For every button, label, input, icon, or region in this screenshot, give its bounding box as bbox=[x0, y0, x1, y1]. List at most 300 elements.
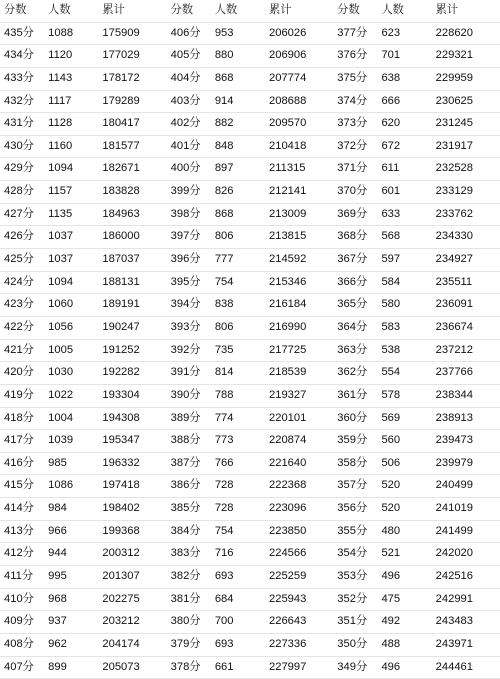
cell-count: 814 bbox=[214, 366, 234, 379]
cell-cumulative: 207774 bbox=[269, 71, 307, 84]
cell-cumulative: 243971 bbox=[435, 637, 473, 650]
cell-cumulative: 210418 bbox=[269, 139, 307, 152]
cell-count: 611 bbox=[381, 162, 400, 175]
cell-cumulative: 231245 bbox=[435, 117, 473, 130]
table-row bbox=[0, 203, 500, 226]
cell-cumulative: 242020 bbox=[435, 547, 473, 560]
cell-score: 367分 bbox=[337, 253, 368, 266]
cell-cumulative: 201307 bbox=[102, 570, 140, 583]
cell-cumulative: 188131 bbox=[102, 275, 140, 288]
cell-count: 1060 bbox=[48, 298, 74, 311]
header-cell-count: 人数 bbox=[381, 4, 404, 16]
cell-cumulative: 220101 bbox=[269, 411, 307, 424]
table-row bbox=[0, 543, 500, 566]
table-row bbox=[0, 45, 500, 68]
cell-score: 389分 bbox=[170, 411, 201, 424]
cell-cumulative: 205073 bbox=[102, 660, 140, 673]
cell-cumulative: 175909 bbox=[102, 26, 140, 39]
cell-cumulative: 195347 bbox=[102, 434, 140, 447]
cell-score: 393分 bbox=[170, 320, 201, 333]
table-row bbox=[0, 611, 500, 634]
cell-count: 672 bbox=[381, 139, 401, 152]
cell-count: 899 bbox=[48, 660, 67, 673]
cell-count: 693 bbox=[214, 637, 234, 650]
cell-score: 387分 bbox=[170, 456, 201, 469]
cell-cumulative: 197418 bbox=[102, 479, 140, 492]
cell-count: 806 bbox=[214, 320, 234, 333]
cell-score: 429分 bbox=[4, 162, 34, 175]
cell-count: 496 bbox=[381, 570, 401, 583]
cell-cumulative: 209570 bbox=[269, 117, 307, 130]
cell-cumulative: 177029 bbox=[102, 49, 140, 62]
cell-count: 984 bbox=[48, 502, 67, 515]
cell-score: 354分 bbox=[337, 547, 368, 560]
cell-cumulative: 179289 bbox=[102, 94, 140, 107]
cell-cumulative: 237212 bbox=[435, 343, 473, 356]
cell-cumulative: 236091 bbox=[435, 298, 473, 311]
cell-score: 404分 bbox=[170, 71, 201, 84]
cell-cumulative: 206906 bbox=[269, 49, 307, 62]
cell-cumulative: 233762 bbox=[435, 207, 473, 220]
header-cell-score: 分数 bbox=[337, 4, 360, 16]
table-row bbox=[0, 520, 500, 543]
cell-cumulative: 241499 bbox=[435, 524, 473, 537]
cell-score: 377分 bbox=[337, 26, 368, 39]
cell-score: 428分 bbox=[4, 185, 34, 198]
table-row bbox=[0, 407, 500, 430]
cell-count: 1094 bbox=[48, 275, 74, 288]
cell-count: 666 bbox=[381, 94, 401, 107]
header-cell-cumulative: 累计 bbox=[269, 4, 292, 16]
cell-count: 620 bbox=[381, 117, 401, 130]
cell-score: 414分 bbox=[4, 502, 34, 515]
cell-cumulative: 227336 bbox=[269, 637, 307, 650]
cell-cumulative: 196332 bbox=[102, 456, 140, 469]
cell-count: 700 bbox=[214, 615, 234, 628]
header-cell-cumulative: 累计 bbox=[102, 4, 125, 16]
cell-cumulative: 215346 bbox=[269, 275, 307, 288]
table-row bbox=[0, 656, 500, 679]
cell-score: 370分 bbox=[337, 185, 368, 198]
cell-cumulative: 202275 bbox=[102, 592, 140, 605]
cell-count: 684 bbox=[214, 592, 234, 605]
cell-score: 392分 bbox=[170, 343, 201, 356]
cell-score: 372分 bbox=[337, 139, 368, 152]
cell-score: 356分 bbox=[337, 502, 368, 515]
cell-score: 435分 bbox=[4, 26, 34, 39]
cell-cumulative: 192282 bbox=[102, 366, 140, 379]
cell-cumulative: 235511 bbox=[435, 275, 473, 288]
table-row bbox=[0, 158, 500, 181]
cell-count: 754 bbox=[214, 275, 234, 288]
cell-count: 838 bbox=[214, 298, 234, 311]
cell-score: 382分 bbox=[170, 570, 201, 583]
cell-score: 402分 bbox=[170, 117, 201, 130]
cell-cumulative: 214592 bbox=[269, 253, 307, 266]
cell-count: 1128 bbox=[48, 117, 73, 130]
cell-score: 352分 bbox=[337, 592, 368, 605]
cell-cumulative: 229321 bbox=[435, 49, 473, 62]
header-cell-count: 人数 bbox=[214, 4, 238, 16]
cell-count: 777 bbox=[214, 253, 234, 266]
cell-count: 1088 bbox=[48, 26, 74, 39]
cell-count: 995 bbox=[48, 570, 67, 583]
cell-score: 381分 bbox=[170, 592, 201, 605]
cell-cumulative: 224566 bbox=[269, 547, 307, 560]
cell-count: 735 bbox=[214, 343, 234, 356]
cell-cumulative: 219327 bbox=[269, 388, 307, 401]
cell-count: 966 bbox=[48, 524, 67, 537]
cell-cumulative: 223850 bbox=[269, 524, 307, 537]
cell-cumulative: 200312 bbox=[102, 547, 140, 560]
cell-score: 373分 bbox=[337, 117, 368, 130]
cell-cumulative: 231917 bbox=[435, 139, 473, 152]
cell-count: 1086 bbox=[48, 479, 74, 492]
cell-cumulative: 213009 bbox=[269, 207, 307, 220]
cell-score: 418分 bbox=[4, 411, 34, 424]
cell-cumulative: 242991 bbox=[435, 592, 473, 605]
header-cell-score: 分数 bbox=[4, 4, 27, 16]
cell-score: 431分 bbox=[4, 117, 34, 130]
cell-count: 554 bbox=[381, 366, 401, 379]
cell-cumulative: 237766 bbox=[435, 366, 473, 379]
cell-score: 420分 bbox=[4, 366, 34, 379]
cell-count: 1135 bbox=[48, 207, 73, 220]
cell-count: 583 bbox=[381, 320, 401, 333]
table-row bbox=[0, 339, 500, 362]
cell-score: 419分 bbox=[4, 388, 34, 401]
cell-count: 580 bbox=[381, 298, 401, 311]
cell-cumulative: 216184 bbox=[269, 298, 307, 311]
cell-score: 403分 bbox=[170, 94, 201, 107]
cell-count: 1160 bbox=[48, 139, 73, 152]
cell-cumulative: 208688 bbox=[269, 94, 307, 107]
cell-score: 384分 bbox=[170, 524, 201, 537]
cell-score: 388分 bbox=[170, 434, 201, 447]
table-row bbox=[0, 452, 500, 475]
cell-score: 350分 bbox=[337, 637, 368, 650]
cell-cumulative: 218539 bbox=[269, 366, 307, 379]
cell-count: 623 bbox=[381, 26, 401, 39]
cell-cumulative: 227997 bbox=[269, 660, 307, 673]
cell-count: 1037 bbox=[48, 253, 74, 266]
cell-score: 394分 bbox=[170, 298, 201, 311]
cell-cumulative: 181577 bbox=[102, 139, 140, 152]
cell-score: 405分 bbox=[170, 49, 201, 62]
cell-cumulative: 182671 bbox=[102, 162, 140, 175]
cell-cumulative: 184963 bbox=[102, 207, 140, 220]
cell-count: 914 bbox=[214, 94, 234, 107]
cell-score: 383分 bbox=[170, 547, 201, 560]
cell-score: 396分 bbox=[170, 253, 201, 266]
cell-score: 385分 bbox=[170, 502, 201, 515]
cell-count: 962 bbox=[48, 637, 67, 650]
cell-cumulative: 225943 bbox=[269, 592, 307, 605]
table-row bbox=[0, 90, 500, 113]
cell-count: 475 bbox=[381, 592, 401, 605]
cell-cumulative: 216990 bbox=[269, 320, 307, 333]
cell-cumulative: 239979 bbox=[435, 456, 473, 469]
table-row bbox=[0, 181, 500, 204]
cell-count: 569 bbox=[381, 411, 401, 424]
cell-cumulative: 239473 bbox=[435, 434, 473, 447]
cell-cumulative: 232528 bbox=[435, 162, 473, 175]
cell-cumulative: 178172 bbox=[102, 71, 140, 84]
cell-cumulative: 244461 bbox=[435, 660, 473, 673]
cell-cumulative: 223096 bbox=[269, 502, 307, 515]
cell-count: 661 bbox=[214, 660, 234, 673]
cell-cumulative: 198402 bbox=[102, 502, 140, 515]
cell-count: 480 bbox=[381, 524, 401, 537]
cell-score: 408分 bbox=[4, 637, 34, 650]
cell-count: 638 bbox=[381, 71, 401, 84]
cell-cumulative: 234927 bbox=[435, 253, 473, 266]
cell-cumulative: 240499 bbox=[435, 479, 473, 492]
cell-count: 1030 bbox=[48, 366, 74, 379]
table-row bbox=[0, 271, 500, 294]
cell-score: 380分 bbox=[170, 615, 201, 628]
cell-cumulative: 189191 bbox=[102, 298, 140, 311]
cell-score: 400分 bbox=[170, 162, 201, 175]
cell-score: 434分 bbox=[4, 49, 34, 62]
cell-score: 368分 bbox=[337, 230, 368, 243]
cell-count: 728 bbox=[214, 479, 234, 492]
cell-score: 364分 bbox=[337, 320, 368, 333]
cell-score: 410分 bbox=[4, 592, 34, 605]
cell-cumulative: 204174 bbox=[102, 637, 140, 650]
cell-score: 361分 bbox=[337, 388, 368, 401]
cell-cumulative: 236674 bbox=[435, 320, 473, 333]
cell-count: 1022 bbox=[48, 388, 74, 401]
cell-cumulative: 226643 bbox=[269, 615, 307, 628]
cell-cumulative: 238913 bbox=[435, 411, 473, 424]
cell-cumulative: 229959 bbox=[435, 71, 473, 84]
header-row bbox=[0, 0, 500, 22]
cell-count: 520 bbox=[381, 502, 401, 515]
cell-count: 968 bbox=[48, 592, 67, 605]
table-row bbox=[0, 384, 500, 407]
cell-cumulative: 213815 bbox=[269, 230, 307, 243]
cell-score: 433分 bbox=[4, 71, 34, 84]
cell-cumulative: 180417 bbox=[102, 117, 140, 130]
cell-score: 390分 bbox=[170, 388, 201, 401]
cell-count: 788 bbox=[214, 388, 234, 401]
table-row bbox=[0, 566, 500, 589]
cell-cumulative: 225259 bbox=[269, 570, 307, 583]
cell-score: 391分 bbox=[170, 366, 201, 379]
cell-cumulative: 238344 bbox=[435, 388, 473, 401]
cell-count: 848 bbox=[214, 139, 234, 152]
cell-score: 422分 bbox=[4, 320, 34, 333]
cell-count: 937 bbox=[48, 615, 67, 628]
cell-count: 868 bbox=[214, 207, 234, 220]
cell-count: 701 bbox=[381, 49, 401, 62]
cell-count: 488 bbox=[381, 637, 401, 650]
cell-count: 633 bbox=[381, 207, 401, 220]
header-cell-cumulative: 累计 bbox=[435, 4, 459, 16]
cell-count: 1120 bbox=[48, 49, 73, 62]
table-body bbox=[0, 22, 500, 679]
cell-score: 426分 bbox=[4, 230, 34, 243]
cell-score: 359分 bbox=[337, 434, 368, 447]
table-row bbox=[0, 294, 500, 317]
cell-count: 882 bbox=[214, 117, 234, 130]
cell-score: 409分 bbox=[4, 615, 34, 628]
cell-count: 1005 bbox=[48, 343, 74, 356]
table-row bbox=[0, 498, 500, 521]
cell-count: 897 bbox=[214, 162, 234, 175]
table-row bbox=[0, 316, 500, 339]
table-row bbox=[0, 226, 500, 249]
cell-count: 774 bbox=[214, 411, 234, 424]
cell-score: 412分 bbox=[4, 547, 34, 560]
cell-score: 369分 bbox=[337, 207, 368, 220]
cell-score: 398分 bbox=[170, 207, 201, 220]
cell-score: 374分 bbox=[337, 94, 368, 107]
cell-cumulative: 221640 bbox=[269, 456, 307, 469]
cell-cumulative: 233129 bbox=[435, 185, 473, 198]
table-row bbox=[0, 633, 500, 656]
cell-cumulative: 241019 bbox=[435, 502, 473, 515]
cell-count: 584 bbox=[381, 275, 401, 288]
cell-count: 868 bbox=[214, 71, 234, 84]
cell-cumulative: 191252 bbox=[102, 343, 140, 356]
cell-score: 432分 bbox=[4, 94, 34, 107]
cell-count: 578 bbox=[381, 388, 401, 401]
cell-count: 1004 bbox=[48, 411, 74, 424]
cell-score: 379分 bbox=[170, 637, 201, 650]
cell-score: 362分 bbox=[337, 366, 368, 379]
cell-score: 416分 bbox=[4, 456, 34, 469]
cell-score: 427分 bbox=[4, 207, 34, 220]
cell-count: 1157 bbox=[48, 185, 73, 198]
cell-count: 1037 bbox=[48, 230, 74, 243]
cell-cumulative: 190247 bbox=[102, 320, 140, 333]
cell-cumulative: 212141 bbox=[269, 185, 307, 198]
cell-count: 953 bbox=[214, 26, 234, 39]
cell-count: 985 bbox=[48, 456, 67, 469]
cell-cumulative: 203212 bbox=[102, 615, 140, 628]
header-cell-score: 分数 bbox=[170, 4, 194, 16]
cell-count: 521 bbox=[381, 547, 401, 560]
cell-score: 365分 bbox=[337, 298, 368, 311]
table-row bbox=[0, 475, 500, 498]
cell-count: 601 bbox=[381, 185, 401, 198]
cell-score: 375分 bbox=[337, 71, 368, 84]
cell-score: 395分 bbox=[170, 275, 201, 288]
header-cell-count: 人数 bbox=[48, 4, 71, 16]
cell-cumulative: 186000 bbox=[102, 230, 140, 243]
cell-score: 366分 bbox=[337, 275, 368, 288]
cell-count: 597 bbox=[381, 253, 401, 266]
table-row bbox=[0, 430, 500, 453]
cell-score: 399分 bbox=[170, 185, 201, 198]
cell-count: 773 bbox=[214, 434, 234, 447]
cell-score: 417分 bbox=[4, 434, 34, 447]
table-row bbox=[0, 113, 500, 136]
cell-score: 423分 bbox=[4, 298, 34, 311]
cell-score: 415分 bbox=[4, 479, 34, 492]
cell-score: 349分 bbox=[337, 660, 368, 673]
cell-count: 880 bbox=[214, 49, 234, 62]
cell-cumulative: 199368 bbox=[102, 524, 140, 537]
cell-cumulative: 194308 bbox=[102, 411, 140, 424]
cell-count: 754 bbox=[214, 524, 234, 537]
cell-cumulative: 242516 bbox=[435, 570, 473, 583]
cell-cumulative: 243483 bbox=[435, 615, 473, 628]
cell-score: 411分 bbox=[4, 570, 34, 583]
table-row bbox=[0, 22, 500, 45]
cell-score: 386分 bbox=[170, 479, 201, 492]
cell-count: 520 bbox=[381, 479, 401, 492]
cell-count: 1039 bbox=[48, 434, 74, 447]
cell-count: 944 bbox=[48, 547, 67, 560]
cell-cumulative: 217725 bbox=[269, 343, 307, 356]
cell-count: 693 bbox=[214, 570, 234, 583]
cell-score: 376分 bbox=[337, 49, 368, 62]
cell-score: 430分 bbox=[4, 139, 34, 152]
cell-count: 766 bbox=[214, 456, 234, 469]
cell-score: 378分 bbox=[170, 660, 201, 673]
cell-count: 492 bbox=[381, 615, 401, 628]
cell-count: 496 bbox=[381, 660, 401, 673]
cell-score: 357分 bbox=[337, 479, 368, 492]
cell-cumulative: 193304 bbox=[102, 388, 140, 401]
cell-score: 424分 bbox=[4, 275, 34, 288]
table-row bbox=[0, 249, 500, 272]
cell-score: 358分 bbox=[337, 456, 368, 469]
cell-score: 355分 bbox=[337, 524, 368, 537]
cell-score: 353分 bbox=[337, 570, 368, 583]
cell-score: 360分 bbox=[337, 411, 368, 424]
cell-cumulative: 220874 bbox=[269, 434, 307, 447]
cell-count: 506 bbox=[381, 456, 401, 469]
cell-score: 407分 bbox=[4, 660, 34, 673]
cell-cumulative: 206026 bbox=[269, 26, 307, 39]
cell-count: 716 bbox=[214, 547, 234, 560]
cell-score: 421分 bbox=[4, 343, 34, 356]
cell-count: 728 bbox=[214, 502, 234, 515]
cell-cumulative: 183828 bbox=[102, 185, 140, 198]
cell-cumulative: 234330 bbox=[435, 230, 473, 243]
table-row bbox=[0, 588, 500, 611]
cell-count: 826 bbox=[214, 185, 234, 198]
cell-count: 1143 bbox=[48, 71, 73, 84]
cell-score: 406分 bbox=[170, 26, 201, 39]
cell-score: 397分 bbox=[170, 230, 201, 243]
cell-score: 401分 bbox=[170, 139, 201, 152]
cell-count: 1117 bbox=[48, 94, 72, 107]
cell-score: 351分 bbox=[337, 615, 368, 628]
cell-score: 363分 bbox=[337, 343, 368, 356]
cell-score: 371分 bbox=[337, 162, 368, 175]
cell-score: 425分 bbox=[4, 253, 34, 266]
cell-count: 568 bbox=[381, 230, 401, 243]
cell-cumulative: 222368 bbox=[269, 479, 307, 492]
table-row bbox=[0, 135, 500, 158]
cell-cumulative: 187037 bbox=[102, 253, 140, 266]
cell-count: 1056 bbox=[48, 320, 74, 333]
cell-count: 538 bbox=[381, 343, 401, 356]
cell-cumulative: 230625 bbox=[435, 94, 473, 107]
cell-count: 1094 bbox=[48, 162, 74, 175]
cell-count: 560 bbox=[381, 434, 401, 447]
cell-score: 413分 bbox=[4, 524, 34, 537]
cell-cumulative: 211315 bbox=[269, 162, 306, 175]
table-row bbox=[0, 67, 500, 90]
cell-count: 806 bbox=[214, 230, 234, 243]
cell-cumulative: 228620 bbox=[435, 26, 473, 39]
